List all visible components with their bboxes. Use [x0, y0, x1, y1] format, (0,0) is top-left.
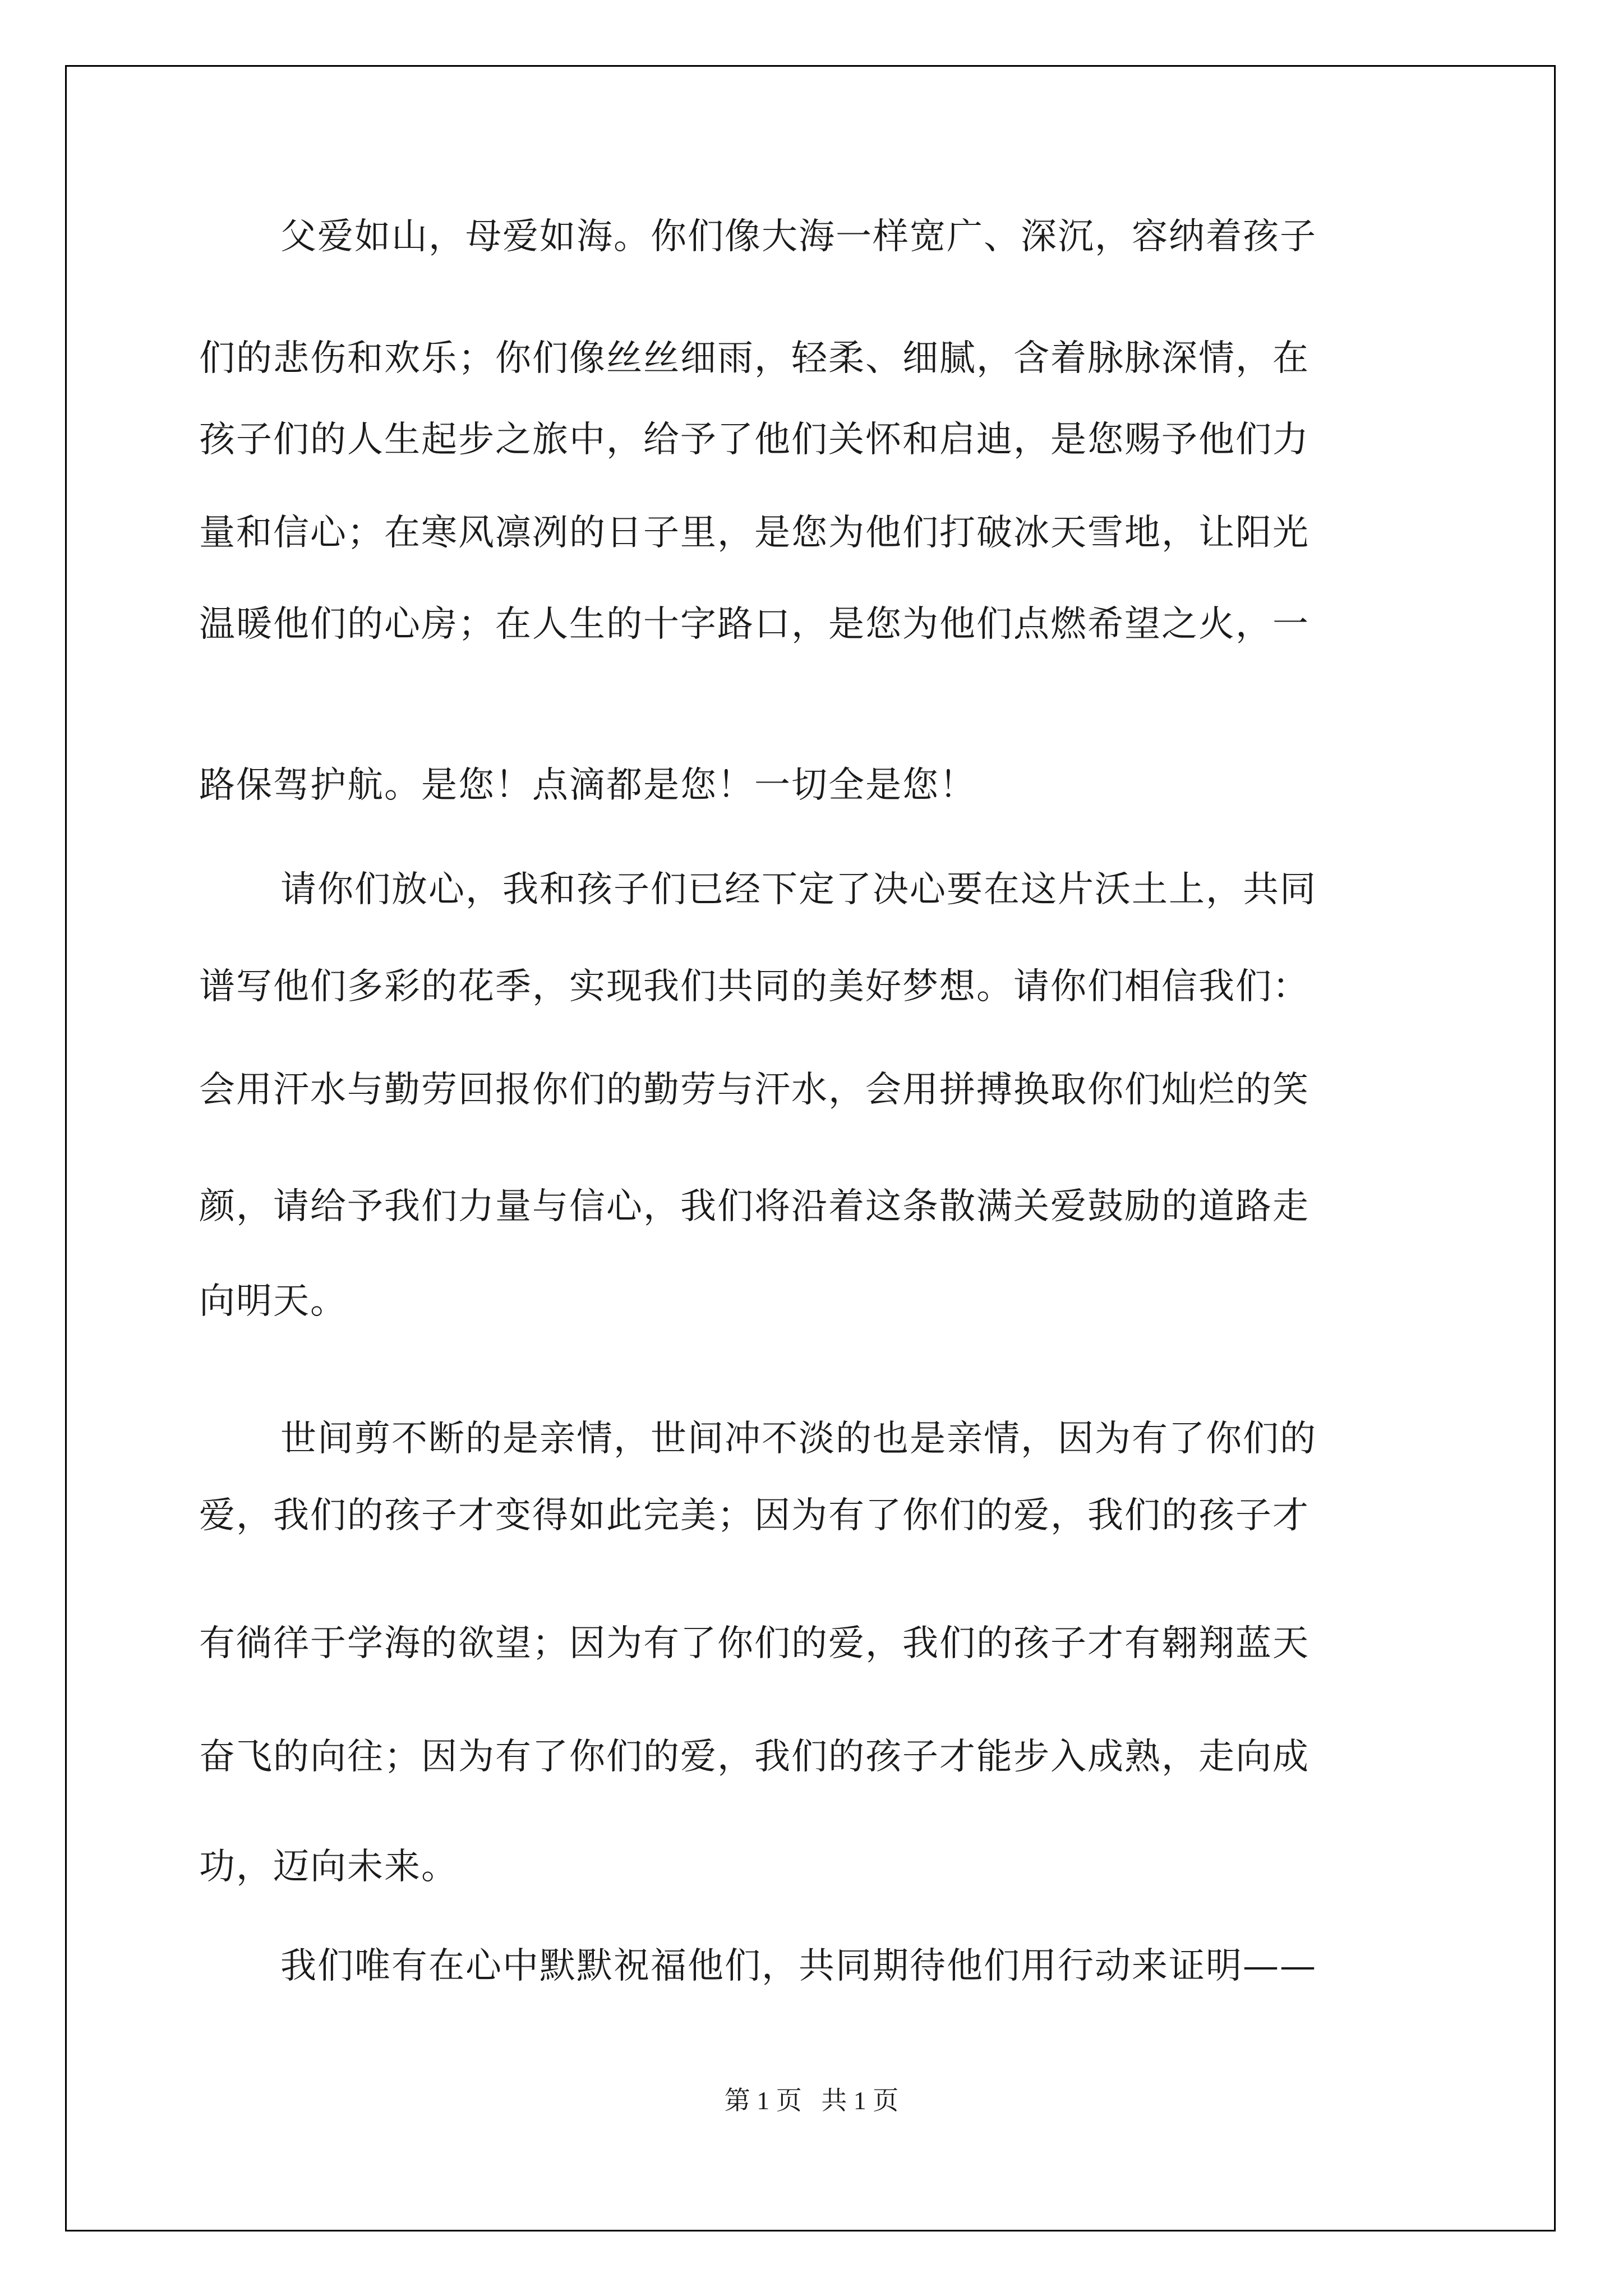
paragraph-2-line-1: 请你们放心，我和孩子们已经下定了决心要在这片沃土上，共同 — [280, 869, 1317, 910]
paragraph-1-line-3: 孩子们的人生起步之旅中，给予了他们关怀和启迪，是您赐予他们力 — [199, 419, 1310, 461]
paragraph-1-line-4: 量和信心；在寒风凛冽的日子里，是您为他们打破冰天雪地，让阳光 — [199, 512, 1310, 554]
page-number-footer: 第 1 页 共 1 页 — [724, 2086, 899, 2115]
paragraph-1-line-1: 父爱如山，母爱如海。你们像大海一样宽广、深沉，容纳着孩子 — [280, 216, 1317, 257]
paragraph-1-line-2: 们的悲伤和欢乐；你们像丝丝细雨，轻柔、细腻，含着脉脉深情，在 — [199, 338, 1310, 379]
paragraph-3-line-2: 爱，我们的孩子才变得如此完美；因为有了你们的爱，我们的孩子才 — [199, 1495, 1310, 1536]
paragraph-1-line-6: 路保驾护航。是您！点滴都是您！一切全是您！ — [199, 765, 976, 806]
paragraph-2-line-4: 颜，请给予我们力量与信心，我们将沿着这条散满关爱鼓励的道路走 — [199, 1186, 1310, 1227]
paragraph-2-line-3: 会用汗水与勤劳回报你们的勤劳与汗水，会用拼搏换取你们灿烂的笑 — [199, 1069, 1310, 1111]
page-border — [65, 65, 1556, 2231]
paragraph-2-line-5: 向明天。 — [199, 1281, 347, 1322]
paragraph-3-line-5: 功，迈向未来。 — [199, 1846, 458, 1888]
paragraph-3-line-4: 奋飞的向往；因为有了你们的爱，我们的孩子才能步入成熟，走向成 — [199, 1736, 1310, 1778]
paragraph-3-line-1: 世间剪不断的是亲情，世间冲不淡的也是亲情，因为有了你们的 — [280, 1418, 1317, 1460]
paragraph-3-line-3: 有徜徉于学海的欲望；因为有了你们的爱，我们的孩子才有翱翔蓝天 — [199, 1623, 1310, 1664]
paragraph-1-line-5: 温暖他们的心房；在人生的十字路口，是您为他们点燃希望之火，一 — [199, 604, 1310, 645]
paragraph-2-line-2: 谱写他们多彩的花季，实现我们共同的美好梦想。请你们相信我们： — [199, 966, 1310, 1007]
paragraph-4-line-1: 我们唯有在心中默默祝福他们，共同期待他们用行动来证明—— — [280, 1945, 1317, 1987]
